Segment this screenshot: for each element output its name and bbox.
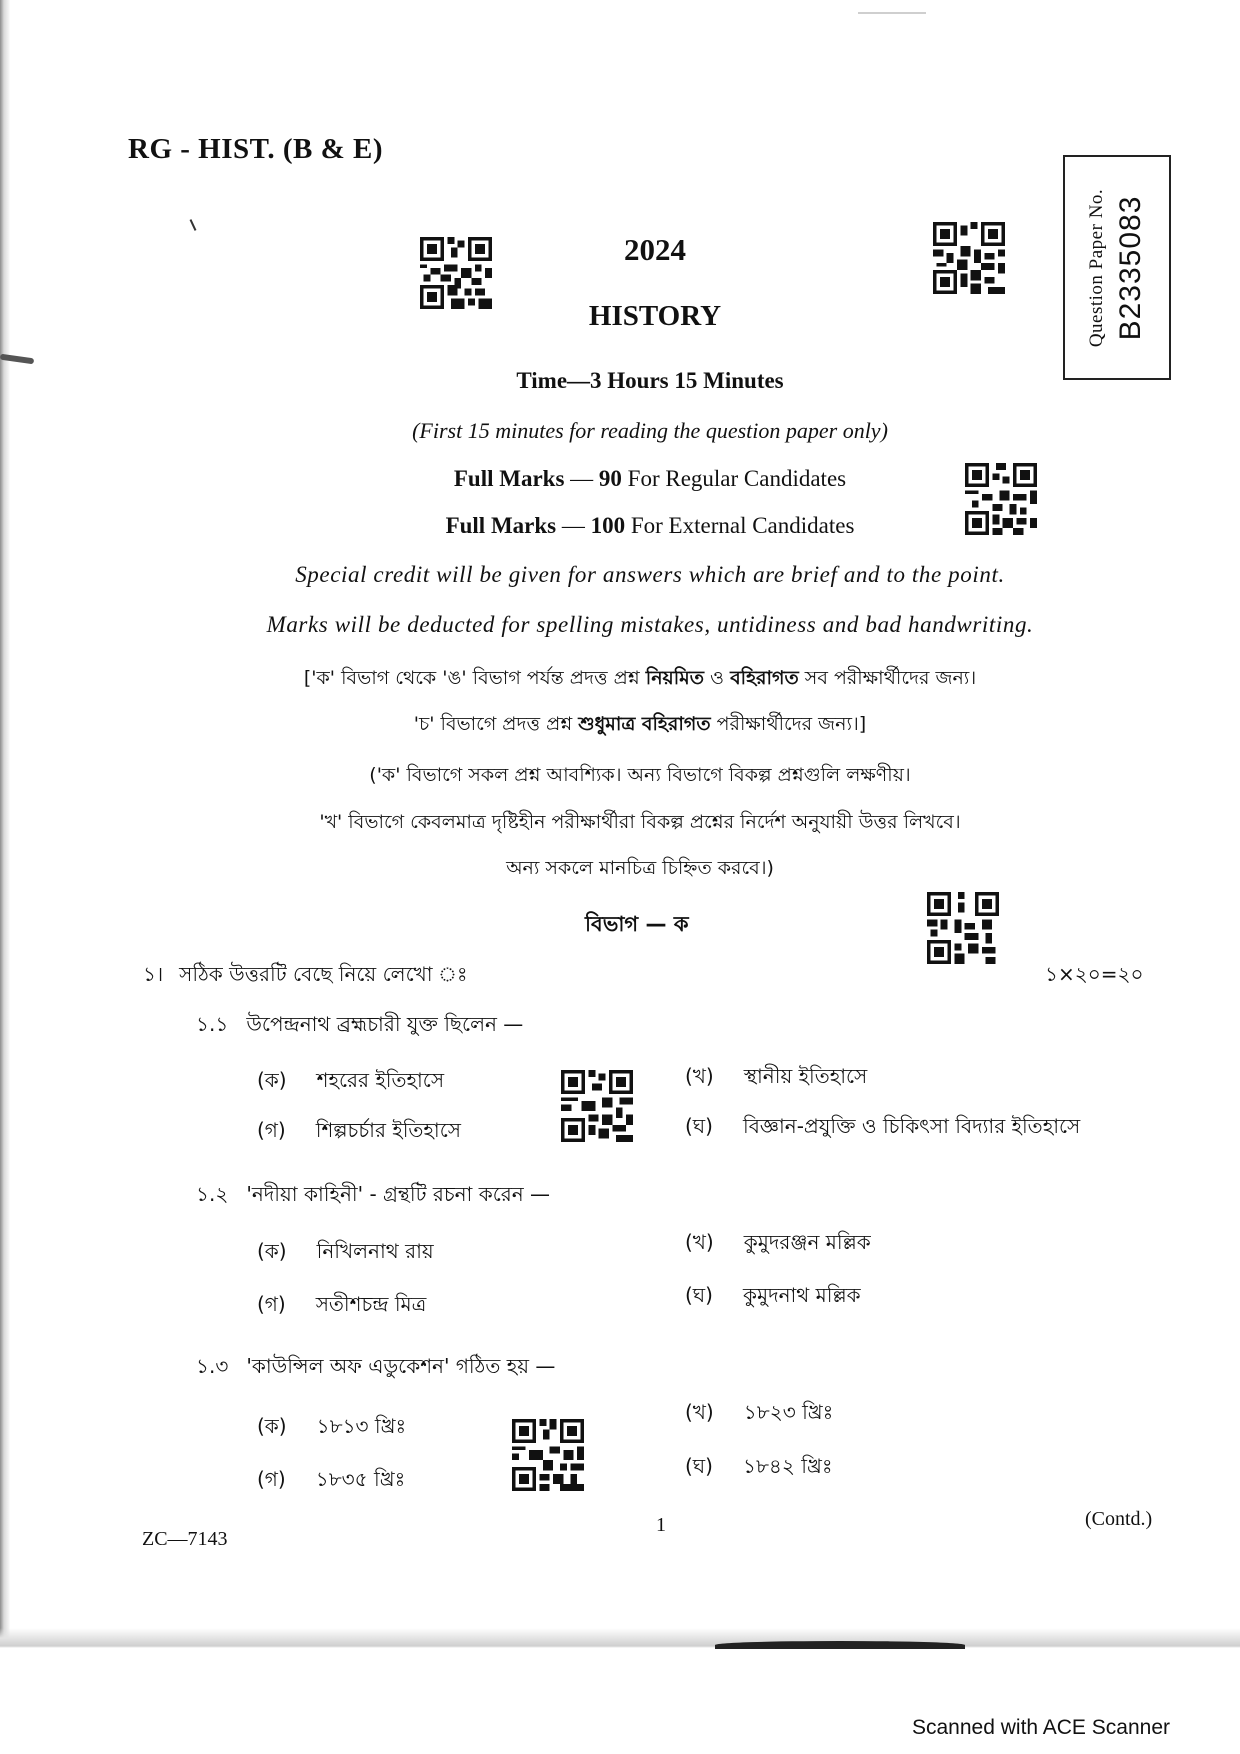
option-b xyxy=(685,1228,871,1261)
option-d xyxy=(685,1281,861,1314)
option-b xyxy=(685,1398,833,1431)
option-text: ১৮৪২ খ্রিঃ xyxy=(742,1454,833,1478)
option-c xyxy=(257,1116,461,1149)
full-marks-dash: — xyxy=(564,466,599,491)
instruction-line-3: ('ক' বিভাগে সকল প্রশ্ন আবশ্যিক। অন্য বিভাগে বিকল্প প্রশ্নগুলি লক্ষণীয়। xyxy=(369,764,911,786)
footer-code: ZC—7143 xyxy=(142,1528,228,1550)
option-text: কুমুদনাথ মল্লিক xyxy=(742,1283,861,1307)
full-marks-suffix: For External Candidates xyxy=(625,513,855,538)
subquestion-number: ১.১ xyxy=(196,1012,229,1036)
scan-edge-shadow xyxy=(0,0,10,1640)
question-paper-label: Question Paper No. xyxy=(1086,188,1107,347)
option-text: শিল্পচর্চার ইতিহাসে xyxy=(315,1118,461,1142)
qr-code-icon xyxy=(927,892,999,964)
qr-code-icon xyxy=(561,1070,633,1142)
instruction-text: 'চ' বিভাগে প্রদত্ত প্রশ্ন xyxy=(413,713,579,735)
option-text: নিখিলনাথ রায় xyxy=(316,1239,434,1263)
continued-label: (Contd.) xyxy=(1085,1508,1153,1530)
paper-code: RG - HIST. (B & E) xyxy=(128,133,383,165)
instruction-text: পরীক্ষার্থীদের জন্য।] xyxy=(710,713,867,735)
option-text: ১৮৩৫ খ্রিঃ xyxy=(315,1467,406,1491)
full-marks-external xyxy=(330,513,970,539)
full-marks-suffix: For Regular Candidates xyxy=(621,466,847,491)
instruction-line-5: অন্য সকলে মানচিত্র চিহ্নিত করবে।) xyxy=(506,857,774,879)
reading-time-note: (First 15 minutes for reading the question paper only) xyxy=(412,418,888,443)
question-marks: ১×২০=২০ xyxy=(1045,962,1144,986)
subquestion-text: 'নদীয়া কাহিনী' - গ্রন্থটি রচনা করেন — xyxy=(246,1182,551,1206)
option-key: (গ) xyxy=(257,1467,286,1491)
option-key: (ঘ) xyxy=(685,1114,713,1138)
question-number: ১। xyxy=(143,962,164,986)
subquestion-1-3 xyxy=(196,1352,555,1385)
qr-code-icon xyxy=(512,1419,584,1491)
option-d xyxy=(685,1452,833,1485)
option-key: (ক) xyxy=(257,1239,287,1263)
option-key: (ঘ) xyxy=(685,1454,713,1478)
instruction-text: ['ক' বিভাগ থেকে 'ঙ' বিভাগ পর্যন্ত প্রদত্ত প্রশ্ন xyxy=(303,667,646,689)
option-c xyxy=(257,1290,426,1323)
option-text: কুমুদরঞ্জন মল্লিক xyxy=(743,1230,871,1254)
option-b xyxy=(685,1062,867,1095)
option-text: ১৮১৩ খ্রিঃ xyxy=(316,1414,407,1438)
scanner-watermark: Scanned with ACE Scanner xyxy=(912,1716,1170,1739)
subject-title: HISTORY xyxy=(588,300,722,332)
instruction-emphasis: শুধুমাত্র বহিরাগত xyxy=(578,713,711,735)
scan-artifact-blob xyxy=(715,1641,965,1649)
full-marks-regular xyxy=(330,466,970,492)
subquestion-1-2 xyxy=(196,1180,550,1213)
scan-artifact-tick xyxy=(190,219,197,231)
option-key: (গ) xyxy=(257,1118,286,1142)
qr-code-icon xyxy=(420,237,492,309)
deduction-note: Marks will be deducted for spelling mistakes, untidiness and bad handwriting. xyxy=(266,612,1034,637)
exam-year: 2024 xyxy=(624,232,686,267)
option-text: স্থানীয় ইতিহাসে xyxy=(743,1064,868,1088)
question-paper-number-box xyxy=(1063,155,1171,380)
qr-code-icon xyxy=(933,222,1005,294)
option-text: বিজ্ঞান-প্রযুক্তি ও চিকিৎসা বিদ্যার ইতিহাসে xyxy=(742,1114,1081,1138)
option-key: (খ) xyxy=(685,1230,714,1254)
qr-code-icon xyxy=(965,463,1037,535)
option-text: শহরের ইতিহাসে xyxy=(316,1068,445,1092)
time-allowed: Time—3 Hours 15 Minutes xyxy=(516,368,784,393)
scan-artifact-dash xyxy=(858,12,926,14)
special-credit-note: Special credit will be given for answers which are brief and to the point. xyxy=(295,562,1005,587)
option-a xyxy=(257,1237,434,1270)
option-a xyxy=(257,1066,444,1099)
option-key: (খ) xyxy=(685,1400,714,1424)
instruction-text: ও xyxy=(703,667,731,689)
page-number: 1 xyxy=(656,1514,666,1536)
full-marks-label: Full Marks xyxy=(453,466,565,491)
option-text: ১৮২৩ খ্রিঃ xyxy=(743,1400,834,1424)
subquestion-1-1 xyxy=(196,1010,523,1043)
option-key: (গ) xyxy=(257,1292,286,1316)
option-d xyxy=(685,1112,1080,1145)
full-marks-dash: — xyxy=(556,513,591,538)
option-c xyxy=(257,1465,405,1498)
option-key: (খ) xyxy=(685,1064,714,1088)
option-a xyxy=(257,1412,406,1445)
section-title: বিভাগ — ক xyxy=(585,912,689,936)
subquestion-text: উপেন্দ্রনাথ ব্রহ্মচারী যুক্ত ছিলেন — xyxy=(246,1012,524,1036)
instruction-emphasis: বহিরাগত xyxy=(730,667,799,689)
instruction-emphasis: নিয়মিত xyxy=(645,667,704,689)
option-key: (ক) xyxy=(257,1068,287,1092)
option-key: (ক) xyxy=(257,1414,287,1438)
instruction-line-4: 'খ' বিভাগে কেবলমাত্র দৃষ্টিহীন পরীক্ষার্থীরা বিকল্প প্রশ্নের নির্দেশ অনুযায়ী উত্তর লিখবে। xyxy=(319,811,961,833)
subquestion-number: ১.২ xyxy=(196,1182,229,1206)
instruction-text: সব পরীক্ষার্থীদের জন্য। xyxy=(798,667,977,689)
instruction-line-2 xyxy=(140,710,1140,742)
instruction-line-1 xyxy=(140,664,1140,696)
question-paper-number: B2335083 xyxy=(1114,195,1147,340)
full-marks-value: 100 xyxy=(590,513,626,538)
scan-edge-shadow xyxy=(0,1628,1240,1648)
full-marks-label: Full Marks xyxy=(445,513,557,538)
question-1 xyxy=(143,960,467,993)
option-key: (ঘ) xyxy=(685,1283,713,1307)
option-text: সতীশচন্দ্র মিত্র xyxy=(315,1292,427,1316)
subquestion-number: ১.৩ xyxy=(196,1354,229,1378)
full-marks-value: 90 xyxy=(598,466,622,491)
question-text: সঠিক উত্তরটি বেছে নিয়ে লেখো ঃ xyxy=(179,962,468,986)
subquestion-text: 'কাউন্সিল অফ এডুকেশন' গঠিত হয় — xyxy=(246,1354,556,1378)
